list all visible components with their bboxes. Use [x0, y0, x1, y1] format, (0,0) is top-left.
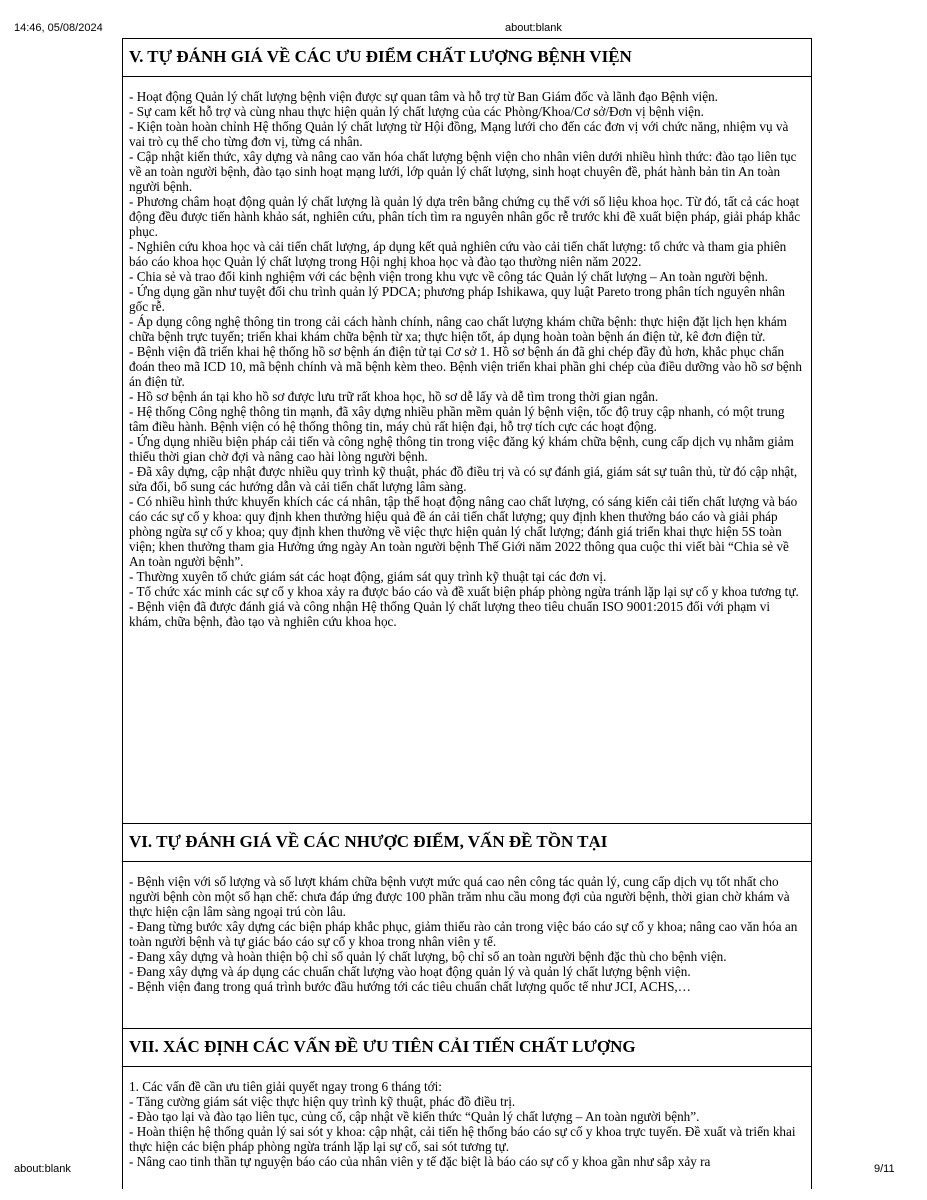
paragraph: - Thường xuyên tổ chức giám sát các hoạt động, giám sát quy trình kỹ thuật tại các đơn vị. [129, 569, 607, 584]
paragraph: - Hồ sơ bệnh án tại kho hồ sơ được lưu trữ rất khoa học, hồ sơ dễ lấy và dễ tìm trong thời gian ngắn. [129, 389, 659, 404]
paragraph: - Nghiên cứu khoa học và cải tiến chất lượng, áp dụng kết quả nghiên cứu vào cải tiến chất lượng: tổ chức và tham gia phiên báo cáo khoa học Quản lý chất lượng trong Hội nghị khoa học và đào tạo thường niên năm 2022. [129, 239, 787, 269]
section-title: VI. TỰ ĐÁNH GIÁ VỀ CÁC NHƯỢC ĐIỂM, VẤN ĐỀ TỒN TẠI [123, 824, 812, 862]
paragraph: - Đang từng bước xây dựng các biện pháp khắc phục, giảm thiểu rào cản trong việc báo cáo sự cố y khoa; nâng cao văn hóa an toàn người bệnh và tự giác báo cáo sự cố y khoa trong nhân viên y tế. [129, 919, 798, 949]
section-title: V. TỰ ĐÁNH GIÁ VỀ CÁC ƯU ĐIỂM CHẤT LƯỢNG BỆNH VIỆN [123, 39, 812, 77]
quality-report-table [122, 38, 812, 1189]
paragraph: - Hệ thống Công nghệ thông tin mạnh, đã xây dựng nhiều phần mềm quản lý bệnh viện, tốc độ truy cập nhanh, có một trung tâm điều hành. Bệnh viện có hệ thống thông tin, máy chủ rất hiện đại, hỗ trợ tích cực các hoạt động. [129, 404, 785, 434]
section-body [123, 1067, 812, 1190]
print-datetime: 14:46, 05/08/2024 [14, 22, 103, 34]
paragraph: - Cập nhật kiến thức, xây dựng và nâng cao văn hóa chất lượng bệnh viện cho nhân viên dưới nhiều hình thức: đào tạo liên tục về an toàn người bệnh, đào tạo sinh hoạt mạng lưới, lớp quản lý chất lượng, sinh hoạt chuyên đề, phát hành bản tin An toàn người bệnh. [129, 149, 797, 194]
paragraph: - Hoàn thiện hệ thống quản lý sai sót y khoa: cập nhật, cải tiến hệ thống báo cáo sự cố y khoa trực tuyến. Đề xuất và triển khai thực hiện các biện pháp phòng ngừa tránh lặp lại sự cố, sai sót tương tự. [129, 1124, 796, 1154]
paragraph: - Đang xây dựng và hoàn thiện bộ chỉ số quản lý chất lượng, bộ chỉ số an toàn người bệnh đặc thù cho bệnh viện. [129, 949, 727, 964]
paragraph: - Đang xây dựng và áp dụng các chuẩn chất lượng vào hoạt động quản lý và quản lý chất lượng bệnh viện. [129, 964, 691, 979]
paragraph: - Bệnh viện đã được đánh giá và công nhận Hệ thống Quản lý chất lượng theo tiêu chuẩn ISO 9001:2015 đối với phạm vi khám, chữa bệnh, đào tạo và nghiên cứu khoa học. [129, 599, 770, 629]
paragraph: - Đào tạo lại và đào tạo liên tục, củng cố, cập nhật về kiến thức “Quản lý chất lượng – An toàn người bệnh”. [129, 1109, 700, 1124]
paragraph: - Phương châm hoạt động quản lý chất lượng là quản lý dựa trên bằng chứng cụ thể với số liệu khoa học. Từ đó, tất cả các hoạt động đều được tiến hành khảo sát, nghiên cứu, phân tích tìm ra nguyên nhân gốc rễ trước khi đề xuất biện pháp, giải pháp khắc phục. [129, 194, 801, 239]
paragraph: - Ứng dụng gần như tuyệt đối chu trình quản lý PDCA; phương pháp Ishikawa, quy luật Pareto trong phân tích nguyên nhân gốc rễ. [129, 284, 785, 314]
paragraph: - Hoạt động Quản lý chất lượng bệnh viện được sự quan tâm và hỗ trợ từ Ban Giám đốc và lãnh đạo Bệnh viện. [129, 89, 718, 104]
section-vii-title-row [123, 1029, 812, 1067]
paragraph: - Sự cam kết hỗ trợ và cùng nhau thực hiện quản lý chất lượng của các Phòng/Khoa/Cơ sở/Đơn vị bệnh viện. [129, 104, 704, 119]
paragraph: - Có nhiều hình thức khuyến khích các cá nhân, tập thể hoạt động nâng cao chất lượng, có sáng kiến cải tiến chất lượng và báo cáo các sự cố y khoa: quy định khen thưởng hiệu quả đề án cải tiến chất lượng; quy định khen thưởng báo cáo và giải pháp phòng ngừa sự cố y khoa; quy định khen thưởng về việc thực hiện quản lý chất lượng; đánh giá triển khai thực hiện 5S toàn viện; khen thưởng tham gia Hưởng ứng ngày An toàn người bệnh Thế Giới năm 2022 thông qua cuộc thi viết bài “Chia sẻ về An toàn người bệnh”. [129, 494, 798, 569]
section-vi-body-row [123, 862, 812, 1029]
paragraph: - Tổ chức xác minh các sự cố y khoa xảy ra được báo cáo và đề xuất biện pháp phòng ngừa tránh lặp lại sự cố y khoa tương tự. [129, 584, 799, 599]
paragraph: - Kiện toàn hoàn chỉnh Hệ thống Quản lý chất lượng từ Hội đồng, Mạng lưới cho đến các đơn vị với chức năng, nhiệm vụ và vai trò cụ thể cho từng đơn vị, từng cá nhân. [129, 119, 789, 149]
paragraph: - Áp dụng công nghệ thông tin trong cải cách hành chính, nâng cao chất lượng khám chữa bệnh: thực hiện đặt lịch hẹn khám chữa bệnh trực tuyến; triển khai khám chữa bệnh từ xa; thực hiện tốt, áp dụng hoàn toàn bệnh án điện tử, kê đơn điện tử. [129, 314, 787, 344]
paragraph: - Bệnh viện đang trong quá trình bước đầu hướng tới các tiêu chuẩn chất lượng quốc tế như JCI, ACHS,… [129, 979, 691, 994]
print-footer-url: about:blank [14, 1163, 71, 1175]
section-body [123, 862, 812, 1029]
section-vii-body-row [123, 1067, 812, 1190]
paragraph: - Nâng cao tinh thần tự nguyện báo cáo của nhân viên y tế đặc biệt là báo cáo sự cố y khoa gần như sắp xảy ra [129, 1154, 711, 1169]
paragraph: - Đã xây dựng, cập nhật được nhiều quy trình kỹ thuật, phác đồ điều trị và có sự đánh giá, giám sát sự tuân thủ, từ đó cập nhật, sửa đổi, bổ sung các hướng dẫn và cải tiến chất lượng lâm sàng. [129, 464, 798, 494]
page-number: 9/11 [874, 1163, 895, 1175]
section-title: VII. XÁC ĐỊNH CÁC VẤN ĐỀ ƯU TIÊN CẢI TIẾN CHẤT LƯỢNG [123, 1029, 812, 1067]
paragraph: - Chia sẻ và trao đổi kinh nghiệm với các bệnh viện trong khu vực về công tác Quản lý chất lượng – An toàn người bệnh. [129, 269, 768, 284]
section-v-title-row [123, 39, 812, 77]
paragraph: 1. Các vấn đề cần ưu tiên giải quyết ngay trong 6 tháng tới: [129, 1079, 442, 1094]
paragraph: - Tăng cường giám sát việc thực hiện quy trình kỹ thuật, phác đồ điều trị. [129, 1094, 516, 1109]
section-v-body-row [123, 77, 812, 824]
section-body [123, 77, 812, 824]
paragraph: - Bệnh viện với số lượng và số lượt khám chữa bệnh vượt mức quá cao nên công tác quản lý, cung cấp dịch vụ tốt nhất cho người bệnh còn một số hạn chế: chưa đáp ứng được 100 phần trăm nhu cầu mong đợi của người bệnh, thời gian chờ khám và thực hiện cận lâm sàng ngoại trú còn lâu. [129, 874, 790, 919]
paragraph: - Bệnh viện đã triển khai hệ thống hồ sơ bệnh án điện tử tại Cơ sở 1. Hồ sơ bệnh án đã ghi chép đầy đủ hơn, khắc phục chẩn đoán theo mã ICD 10, mã bệnh chính và mã bệnh kèm theo. Bệnh viện triển khai phần ghi chép của điều dưỡng vào hồ sơ bệnh án điện tử. [129, 344, 802, 389]
paragraph: - Ứng dụng nhiều biện pháp cải tiến và công nghệ thông tin trong việc đăng ký khám chữa bệnh, cung cấp dịch vụ nhằm giảm thiểu thời gian chờ đợi và nâng cao hài lòng người bệnh. [129, 434, 794, 464]
print-header-url: about:blank [505, 22, 562, 34]
section-vi-title-row [123, 824, 812, 862]
